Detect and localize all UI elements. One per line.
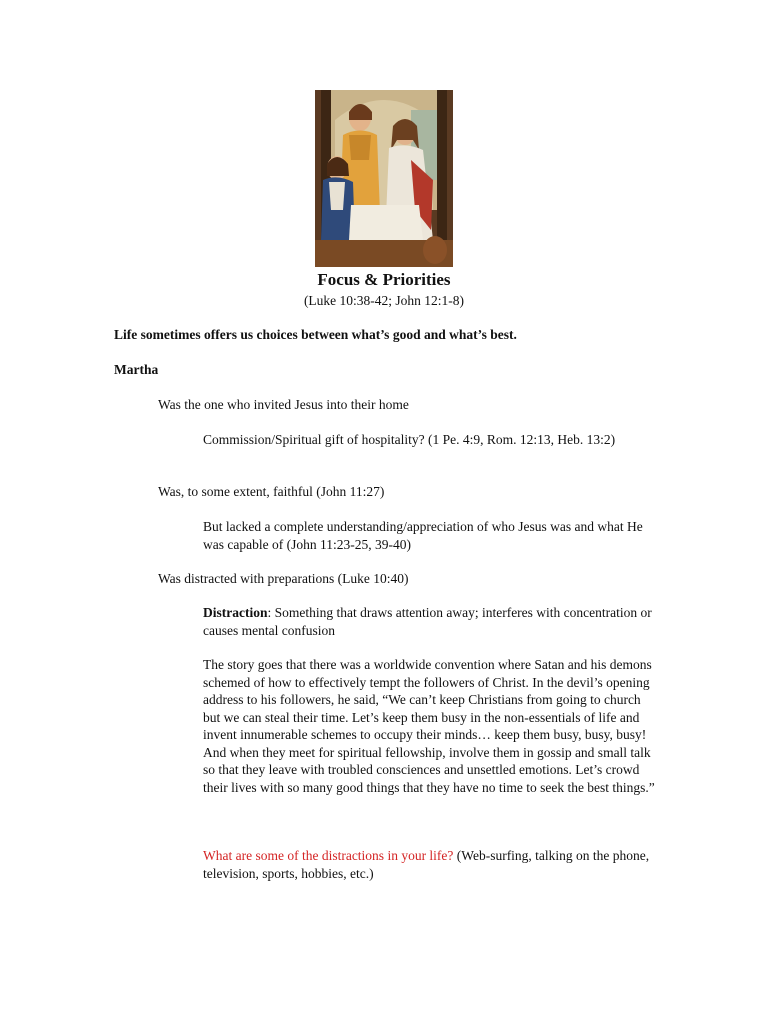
question-text: What are some of the distractions in your life? — [203, 848, 454, 863]
point-distracted: Was distracted with preparations (Luke 10:40) — [158, 571, 409, 586]
intro-statement: Life sometimes offers us choices between what’s good and what’s best. — [114, 327, 517, 342]
point-faithful: Was, to some extent, faithful (John 11:27) — [158, 484, 385, 499]
question-examples: (Web-surfing, talking on the phone, television, sports, hobbies, etc.) — [203, 848, 650, 881]
page-title: Focus & Priorities — [317, 270, 451, 289]
scripture-reference: (Luke 10:38-42; John 12:1-8) — [303, 293, 465, 308]
distraction-definition — [203, 604, 658, 639]
section-heading-martha: Martha — [114, 362, 159, 377]
story-paragraph: The story goes that there was a worldwide convention where Satan and his demons schemed of how to effectively tempt the followers of Christ. In the devil’s opening address to his followers, he said, “We can’t keep Christians from going to church but we can steal their time. Let’s keep them busy in the non-essentials of life and invent innumerable schemes to occupy their minds… keep them busy, busy, busy! And when they meet for spiritual fellowship, involve them in gossip and small talk so that they leave with troubled consciences and unsettled emotions. Let’s crowd their lives with so many good things that they have no time to seek the best things.” — [203, 657, 655, 795]
subpoint-lacked-understanding: But lacked a complete understanding/appreciation of who Jesus was and what He was capable of (John 11:23-25, 39-40) — [203, 519, 643, 552]
reflection-question — [203, 847, 658, 882]
jesus-with-martha-and-mary-painting — [315, 90, 453, 267]
subpoint-hospitality: Commission/Spiritual gift of hospitality? (1 Pe. 4:9, Rom. 12:13, Heb. 13:2) — [203, 432, 616, 447]
point-invited-jesus: Was the one who invited Jesus into their home — [158, 397, 409, 412]
definition-term: Distraction — [203, 605, 268, 620]
definition-text: : Something that draws attention away; interferes with concentration or causes mental confusion — [203, 605, 652, 638]
